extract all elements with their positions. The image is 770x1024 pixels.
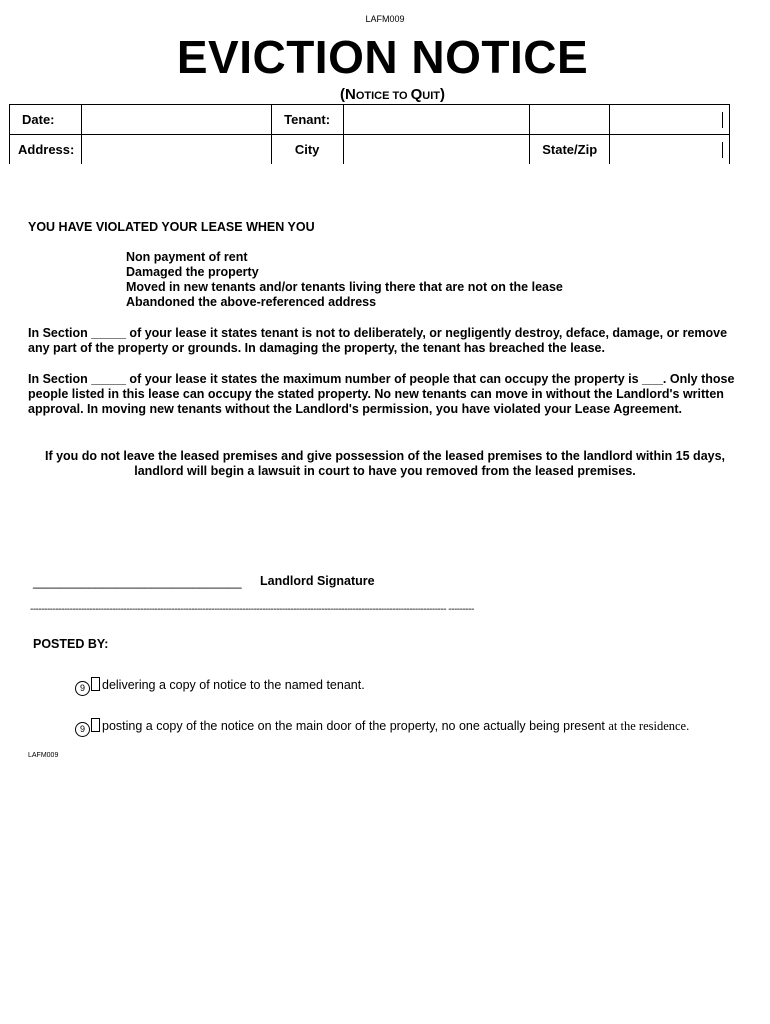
signature-label: Landlord Signature xyxy=(260,574,375,588)
address-label: Address: xyxy=(10,135,82,165)
tenant-label: Tenant: xyxy=(271,105,343,135)
city-field[interactable] xyxy=(343,135,530,165)
date-field[interactable] xyxy=(81,105,271,135)
violation-item: Abandoned the above-referenced address xyxy=(126,295,377,309)
violations-list xyxy=(126,250,563,310)
check-mark-icon[interactable]: 9 xyxy=(75,722,90,737)
violation-item: Damaged the property xyxy=(126,265,259,279)
field-cursor-mark xyxy=(722,112,723,128)
state-zip-label: State/Zip xyxy=(530,135,610,165)
posting-option-text: delivering a copy of notice to the named tenant. xyxy=(102,678,365,692)
city-label: City xyxy=(271,135,343,165)
form-code-footer: LAFM009 xyxy=(28,752,59,759)
posting-option-deliver xyxy=(75,677,365,696)
state-zip-field[interactable] xyxy=(610,135,730,165)
cut-line-divider: --------------------------------------------------------------------------------------------------------------------------------------------------- --------- xyxy=(30,604,474,615)
posting-option-text: posting a copy of the notice on the main door of the property, no one actually being present xyxy=(102,719,609,733)
page-subtitle: (NOTICE TO QUIT) xyxy=(339,86,446,103)
page-title: EVICTION NOTICE xyxy=(176,31,589,83)
posted-by-heading: POSTED BY: xyxy=(33,637,109,651)
posting-option-text-tail: at the residence. xyxy=(608,719,690,733)
violation-item: Non payment of rent xyxy=(126,250,248,264)
signature-line[interactable]: ______________________________ xyxy=(33,575,242,589)
violation-item: Moved in new tenants and/or tenants living there that are not on the lease xyxy=(126,280,563,294)
occupancy-paragraph: In Section _____ of your lease it states the maximum number of people that can occupy the property is ___. Only those people listed in this lease can occupy the stated property. No new tenants can move in without the Landlord's written approval. In moving new tenants without the Landlord's permission, you have violated your Lease Agreement. xyxy=(28,372,735,416)
tenant-field-end[interactable] xyxy=(610,105,730,135)
eviction-warning: If you do not leave the leased premises and give possession of the leased premises to the landlord within 15 days, landlord will begin a lawsuit in court to have you removed from the leased premises. xyxy=(44,449,726,478)
violations-heading: YOU HAVE VIOLATED YOUR LEASE WHEN YOU xyxy=(28,220,315,234)
form-code-header: LAFM009 xyxy=(365,14,405,24)
address-field[interactable] xyxy=(81,135,271,165)
date-label: Date: xyxy=(10,105,82,135)
damage-paragraph: In Section _____ of your lease it states tenant is not to deliberately, or negligently destroy, deface, damage, or remove any part of the property or grounds. In damaging the property, the tenant has breached the lease. xyxy=(28,326,728,355)
field-cursor-mark xyxy=(722,142,723,158)
checkbox-icon[interactable] xyxy=(91,718,100,732)
checkbox-icon[interactable] xyxy=(91,677,100,691)
tenant-info-table xyxy=(9,104,730,164)
check-mark-icon[interactable]: 9 xyxy=(75,681,90,696)
tenant-field-extra[interactable] xyxy=(530,105,610,135)
tenant-field[interactable] xyxy=(343,105,530,135)
posting-option-door xyxy=(75,718,689,737)
